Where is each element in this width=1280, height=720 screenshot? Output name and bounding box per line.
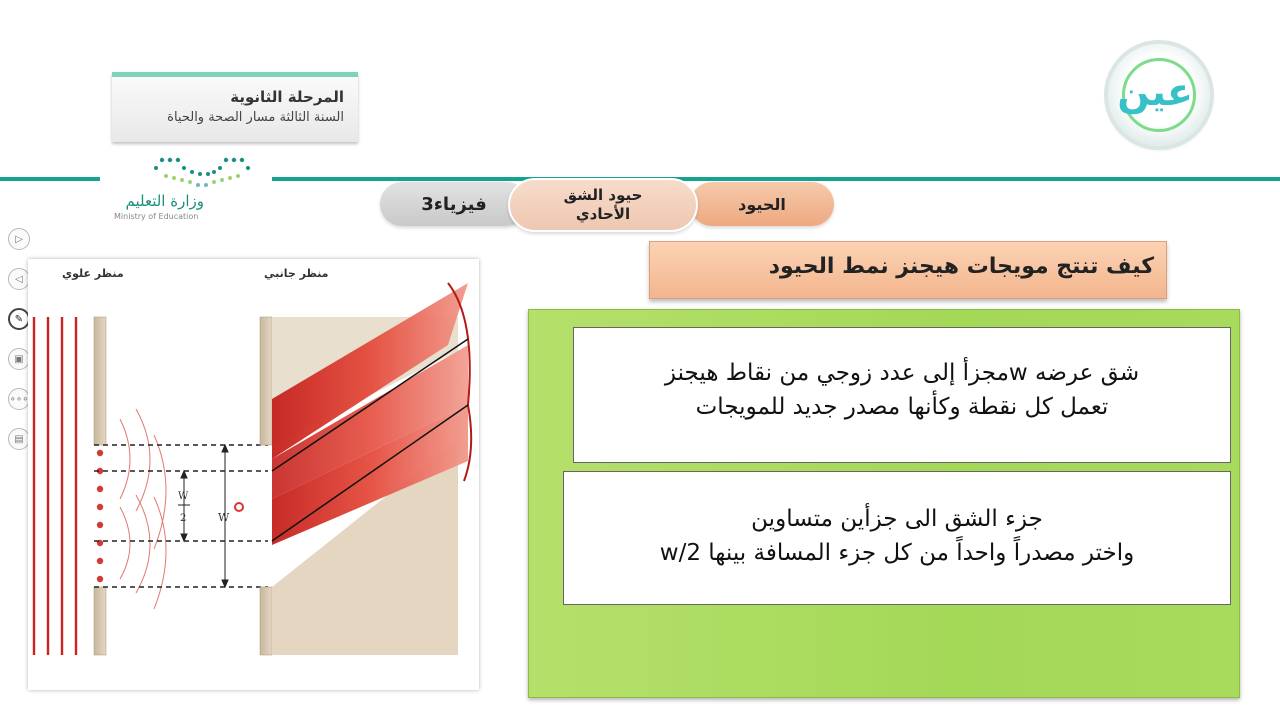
incident-wavefronts — [34, 317, 76, 655]
screen-share-button[interactable] — [8, 428, 30, 450]
explanation-box-2 — [563, 471, 1231, 605]
breadcrumb-lesson[interactable] — [508, 178, 698, 232]
board-icon: ▣ — [14, 353, 24, 365]
ein-logo-text: عين — [1122, 58, 1196, 132]
wavelet-arcs — [120, 409, 166, 609]
breadcrumb-chapter-label: الحيود — [738, 194, 786, 214]
stage-title: المرحلة الثانوية — [230, 88, 344, 106]
explanation-2-line2: واختر مصدراً واحداً من كل جزء المسافة بينها w/2 — [659, 540, 1135, 566]
breadcrumb-subject-label: فيزياء3 — [421, 193, 487, 215]
explanation-1-line2: تعمل كل نقطة وكأنها مصدر جديد للمويجات — [695, 394, 1109, 420]
ministry-dots-icon — [142, 154, 262, 190]
explanation-1-line1: شق عرضه wمجزأ إلى عدد زوجي من نقاط هيجنز — [664, 360, 1140, 386]
w-half-denominator: 2 — [180, 513, 187, 524]
w-half-numerator: W — [178, 491, 189, 502]
diffraction-diagram — [28, 259, 479, 690]
diagram-drawing — [28, 259, 479, 690]
screen-share-icon: ▤ — [14, 433, 24, 445]
top-view-barrier-upper — [94, 317, 106, 445]
explanation-2-line1: جزء الشق الى جزأين متساوين — [751, 506, 1043, 532]
ministry-english-name: Ministry of Education — [114, 212, 199, 221]
side-view-barrier-upper — [260, 317, 272, 445]
huygens-points — [97, 450, 103, 582]
breadcrumb-subject[interactable] — [380, 182, 528, 226]
question-text: كيف تنتج مويجات هيجنز نمط الحيود — [768, 254, 1154, 279]
breadcrumb-lesson-line1: حيود الشق — [563, 186, 643, 204]
board-tool-button[interactable] — [8, 348, 30, 370]
side-view-barrier-lower — [260, 587, 272, 655]
explanation-box-1 — [573, 327, 1231, 463]
pen-tool-button[interactable] — [8, 308, 30, 330]
breadcrumb-lesson-line2: الأحادي — [575, 205, 631, 223]
question-banner — [649, 241, 1167, 299]
pen-icon: ✎ — [14, 313, 24, 325]
breadcrumb-chapter[interactable] — [690, 182, 834, 226]
side-view-label: منظر جانبي — [264, 267, 329, 280]
pointer-marker — [235, 503, 243, 511]
stage-subtitle: السنة الثالثة مسار الصحة والحياة — [167, 110, 344, 125]
top-view-barrier-lower — [94, 587, 106, 655]
top-view-label: منظر علوي — [62, 267, 124, 280]
previous-button[interactable] — [8, 268, 30, 290]
w-label: W — [218, 511, 230, 524]
stage-card — [112, 72, 358, 142]
play-prev-icon: ◁ — [15, 273, 23, 285]
play-next-icon: ▷ — [15, 233, 23, 245]
next-button[interactable] — [8, 228, 30, 250]
more-button[interactable] — [8, 388, 30, 410]
ministry-arabic-name: وزارة التعليم — [125, 192, 204, 210]
ein-logo — [1108, 44, 1210, 146]
ministry-logo — [112, 152, 262, 224]
more-icon: ∘∘∘ — [9, 393, 29, 405]
